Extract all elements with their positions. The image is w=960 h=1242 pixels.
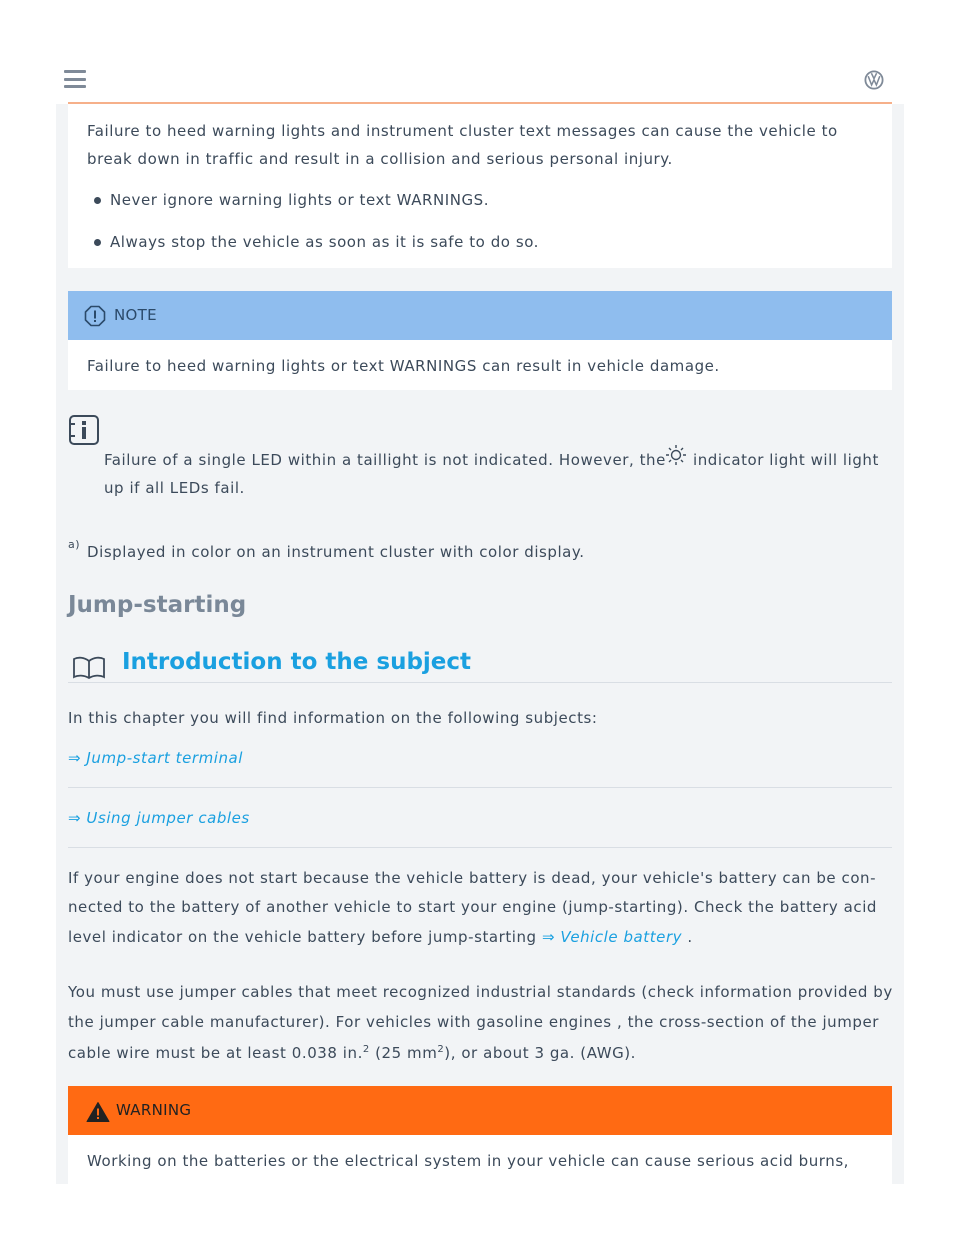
link-using-jumper-cables[interactable]: ⇒ Using jumper cables — [68, 809, 250, 827]
warning-text-line: Failure to heed warning lights and instrument cluster text messages can cause the vehicle to — [87, 122, 838, 140]
info-text-line: Failure of a single LED within a taillight is not indicated. However, the — [104, 451, 666, 469]
paragraph-line: If your engine does not start because the vehicle battery is dead, your vehicle's battery can be con- — [68, 869, 877, 887]
paragraph-line — [68, 1044, 636, 1062]
divider — [68, 847, 892, 848]
warning-bullet: Always stop the vehicle as soon as it is safe to do so. — [110, 233, 539, 251]
warning-text-line: break down in traffic and result in a collision and serious personal injury. — [87, 150, 673, 168]
note-text: Failure to heed warning lights or text WARNINGS can result in vehicle damage. — [87, 357, 720, 375]
paragraph-text: level indicator on the vehicle battery before jump-starting — [68, 928, 537, 946]
warning-title: WARNING — [116, 1101, 192, 1119]
paragraph-line — [68, 928, 693, 946]
notice-icon — [84, 305, 106, 327]
superscript: 2 — [362, 1044, 370, 1055]
book-icon — [72, 656, 106, 680]
info-text-line: up if all LEDs fail. — [104, 479, 245, 497]
bullet — [94, 239, 101, 246]
note-title: NOTE — [114, 306, 157, 324]
info-text-line: indicator light will light — [693, 451, 879, 469]
subsection-title: Introduction to the subject — [122, 649, 472, 675]
paragraph-line: nected to the battery of another vehicle to start your engine (jump-starting). Check the battery acid — [68, 898, 877, 916]
warning-bullet: Never ignore warning lights or text WARNINGS. — [110, 191, 490, 209]
divider — [68, 787, 892, 788]
link-vehicle-battery[interactable]: ⇒ Vehicle battery — [541, 928, 683, 946]
bullet — [94, 197, 101, 204]
superscript: 2 — [437, 1044, 445, 1055]
warning-icon — [86, 1101, 110, 1123]
divider — [68, 682, 892, 683]
paragraph-text: cable wire must be at least 0.038 in. — [68, 1044, 363, 1062]
footnote-marker: a) — [68, 538, 81, 551]
top-bar — [0, 0, 960, 104]
paragraph-line: the jumper cable manufacturer). For vehicles with gasoline engines , the cross-section of the jumper — [68, 1013, 879, 1031]
info-icon — [68, 414, 100, 446]
intro-text: In this chapter you will find information on the following subjects: — [68, 709, 598, 727]
paragraph-text: . — [687, 928, 693, 946]
link-jump-start-terminal[interactable]: ⇒ Jump-start terminal — [68, 749, 243, 767]
paragraph-line: You must use jumper cables that meet recognized industrial standards (check information provided by — [68, 983, 893, 1001]
warning-text: Working on the batteries or the electrical system in your vehicle can cause serious acid burns, — [87, 1152, 850, 1170]
vw-logo-icon[interactable] — [864, 70, 884, 90]
menu-icon[interactable] — [64, 70, 86, 88]
paragraph-text: (25 mm — [369, 1044, 438, 1062]
note-header — [68, 291, 892, 340]
footnote-text: Displayed in color on an instrument cluster with color display. — [87, 543, 585, 561]
light-indicator-icon — [665, 444, 687, 466]
paragraph-text: ), or about 3 ga. (AWG). — [444, 1044, 636, 1062]
section-title: Jump-starting — [68, 592, 247, 618]
warning-header — [68, 1086, 892, 1135]
